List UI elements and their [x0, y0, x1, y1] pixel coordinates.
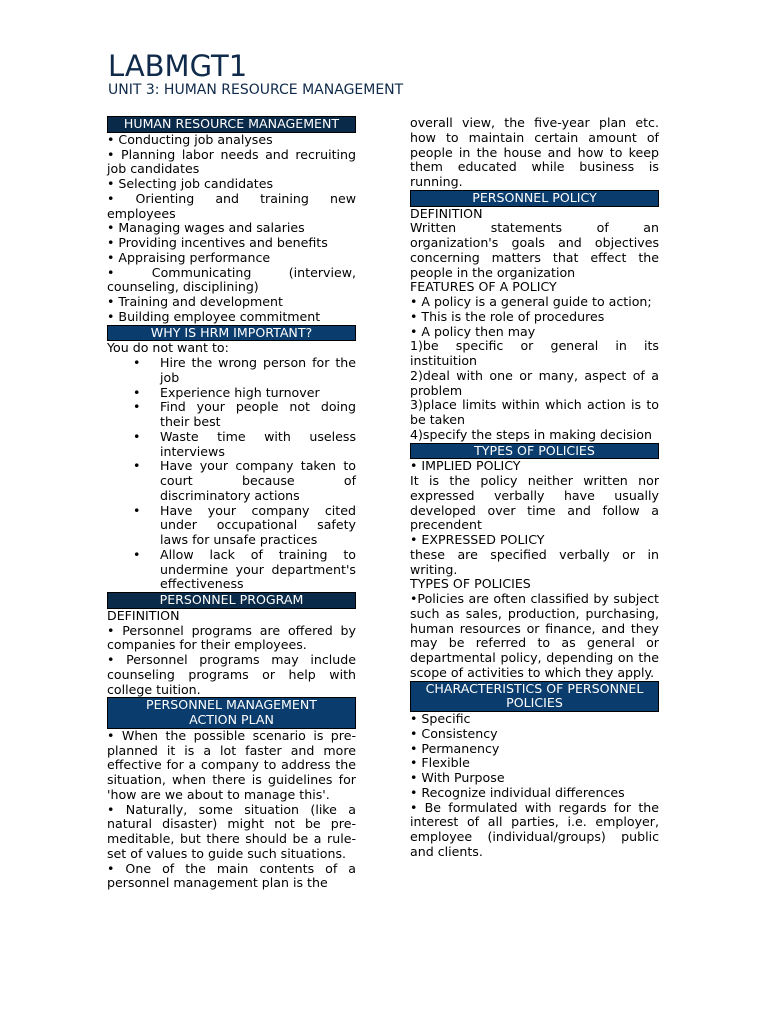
types-of-policies-text: •Policies are often classified by subject such as sales, production, purchasing, human resources or finance, and they may be referred to as general or departmental policy, depending on the scope of activities to which they apply.	[410, 591, 659, 680]
feature-item: • This is the role of procedures	[410, 308, 605, 324]
expressed-policy-text: these are specified verbally or in writing.	[410, 546, 659, 577]
hrm-item: • Planning labor needs and recruiting job candidates	[107, 146, 356, 177]
hrm-item: • Managing wages and salaries	[107, 220, 305, 236]
action-plan-section-header: PERSONNEL MANAGEMENT ACTION PLAN	[107, 697, 356, 729]
action-item: • When the possible scenario is pre-planned it is a lot faster and more effective for a company to address the situation, when there is guidelines for 'how are we about to manage this'.	[107, 727, 356, 802]
characteristic-item: • Recognize individual differences	[410, 784, 625, 800]
feature-item: 3)place limits within which action is to be taken	[410, 397, 659, 427]
hrm-item: • Selecting job candidates	[107, 176, 274, 191]
why-item: • Have your company taken to court because of discriminatory actions	[160, 459, 356, 503]
left-column	[107, 116, 356, 891]
expressed-policy-title: • EXPRESSED POLICY	[410, 532, 545, 547]
characteristics-section-header: CHARACTERISTICS OF PERSONNEL POLICIES	[410, 681, 659, 713]
feature-item: • A policy is a general guide to action;	[410, 294, 652, 309]
why-item: • Allow lack of training to undermine your department's effectiveness	[160, 548, 356, 592]
hrm-section-header: HUMAN RESOURCE MANAGEMENT	[107, 116, 356, 133]
feature-item: 4)specify the steps in making decision	[410, 426, 652, 442]
hrm-item: • Training and development	[107, 294, 283, 309]
characteristic-item: • Be formulated with regards for the interest of all parties, i.e. employer, employee (individual/groups) public and clients.	[410, 799, 659, 859]
document-title: LABMGT1	[108, 49, 248, 83]
document-subtitle: UNIT 3: HUMAN RESOURCE MANAGEMENT	[108, 82, 404, 98]
hrm-item: • Providing incentives and benefits	[107, 235, 328, 250]
hrm-item: • Conducting job analyses	[107, 131, 273, 147]
why-list	[107, 356, 356, 592]
characteristic-item: • Specific	[410, 711, 471, 726]
characteristic-item: • Permanency	[410, 740, 500, 756]
program-item: • Personnel programs may include counseling programs or help with college tuition.	[107, 652, 356, 697]
hrm-list	[107, 133, 356, 325]
feature-item: 1)be specific or general in its instituition	[410, 338, 659, 368]
personnel-program-section-header: PERSONNEL PROGRAM	[107, 592, 356, 609]
feature-item: 2)deal with one or many, aspect of a problem	[410, 367, 659, 398]
action-item: • Naturally, some situation (like a natural disaster) might not be pre-meditable, but there should be a rule-set of values to guide such situations.	[107, 801, 356, 861]
policy-definition-text: Written statements of an organization's goals and objectives concerning matters that effect the people in the organization	[410, 220, 659, 280]
characteristic-item: • With Purpose	[410, 770, 505, 785]
personnel-policy-section-header: PERSONNEL POLICY	[410, 190, 659, 207]
hrm-item: • Orienting and training new employees	[107, 190, 356, 221]
features-title: FEATURES OF A POLICY	[410, 279, 557, 295]
right-column	[410, 116, 659, 860]
feature-item: • A policy then may	[410, 323, 536, 339]
why-hrm-section-header: WHY IS HRM IMPORTANT?	[107, 325, 356, 342]
hrm-item: • Communicating (interview, counseling, disciplining)	[107, 264, 356, 295]
characteristic-item: • Flexible	[410, 755, 470, 771]
hrm-item: • Building employee commitment	[107, 308, 321, 324]
hrm-item: • Appraising performance	[107, 249, 271, 265]
why-item: • Find your people not doing their best	[160, 400, 356, 430]
implied-policy-text: It is the policy neither written nor expressed verbally have usually developed over time and follow a precendent	[410, 473, 659, 533]
characteristic-item: • Consistency	[410, 725, 498, 741]
types-of-policies-section-header: TYPES OF POLICIES	[410, 443, 659, 460]
types-of-policies-title: TYPES OF POLICIES	[410, 576, 531, 592]
implied-policy-title: • IMPLIED POLICY	[410, 458, 521, 474]
why-item: • Have your company cited under occupational safety laws for unsafe practices	[160, 504, 356, 548]
policy-definition-label: DEFINITION	[410, 205, 483, 221]
why-intro: You do not want to:	[107, 340, 229, 356]
why-item: • Waste time with useless interviews	[160, 430, 356, 460]
why-item: • Hire the wrong person for the job	[160, 356, 356, 386]
action-item: • One of the main contents of a personnel management plan is the	[107, 860, 356, 891]
program-definition-label: DEFINITION	[107, 607, 180, 623]
continuation-text: overall view, the five-year plan etc. how to maintain certain amount of people in the house and how to keep them educated while business is running.	[410, 115, 659, 189]
why-item: • Experience high turnover	[160, 386, 356, 401]
program-item: • Personnel programs are offered by companies for their employees.	[107, 622, 356, 653]
